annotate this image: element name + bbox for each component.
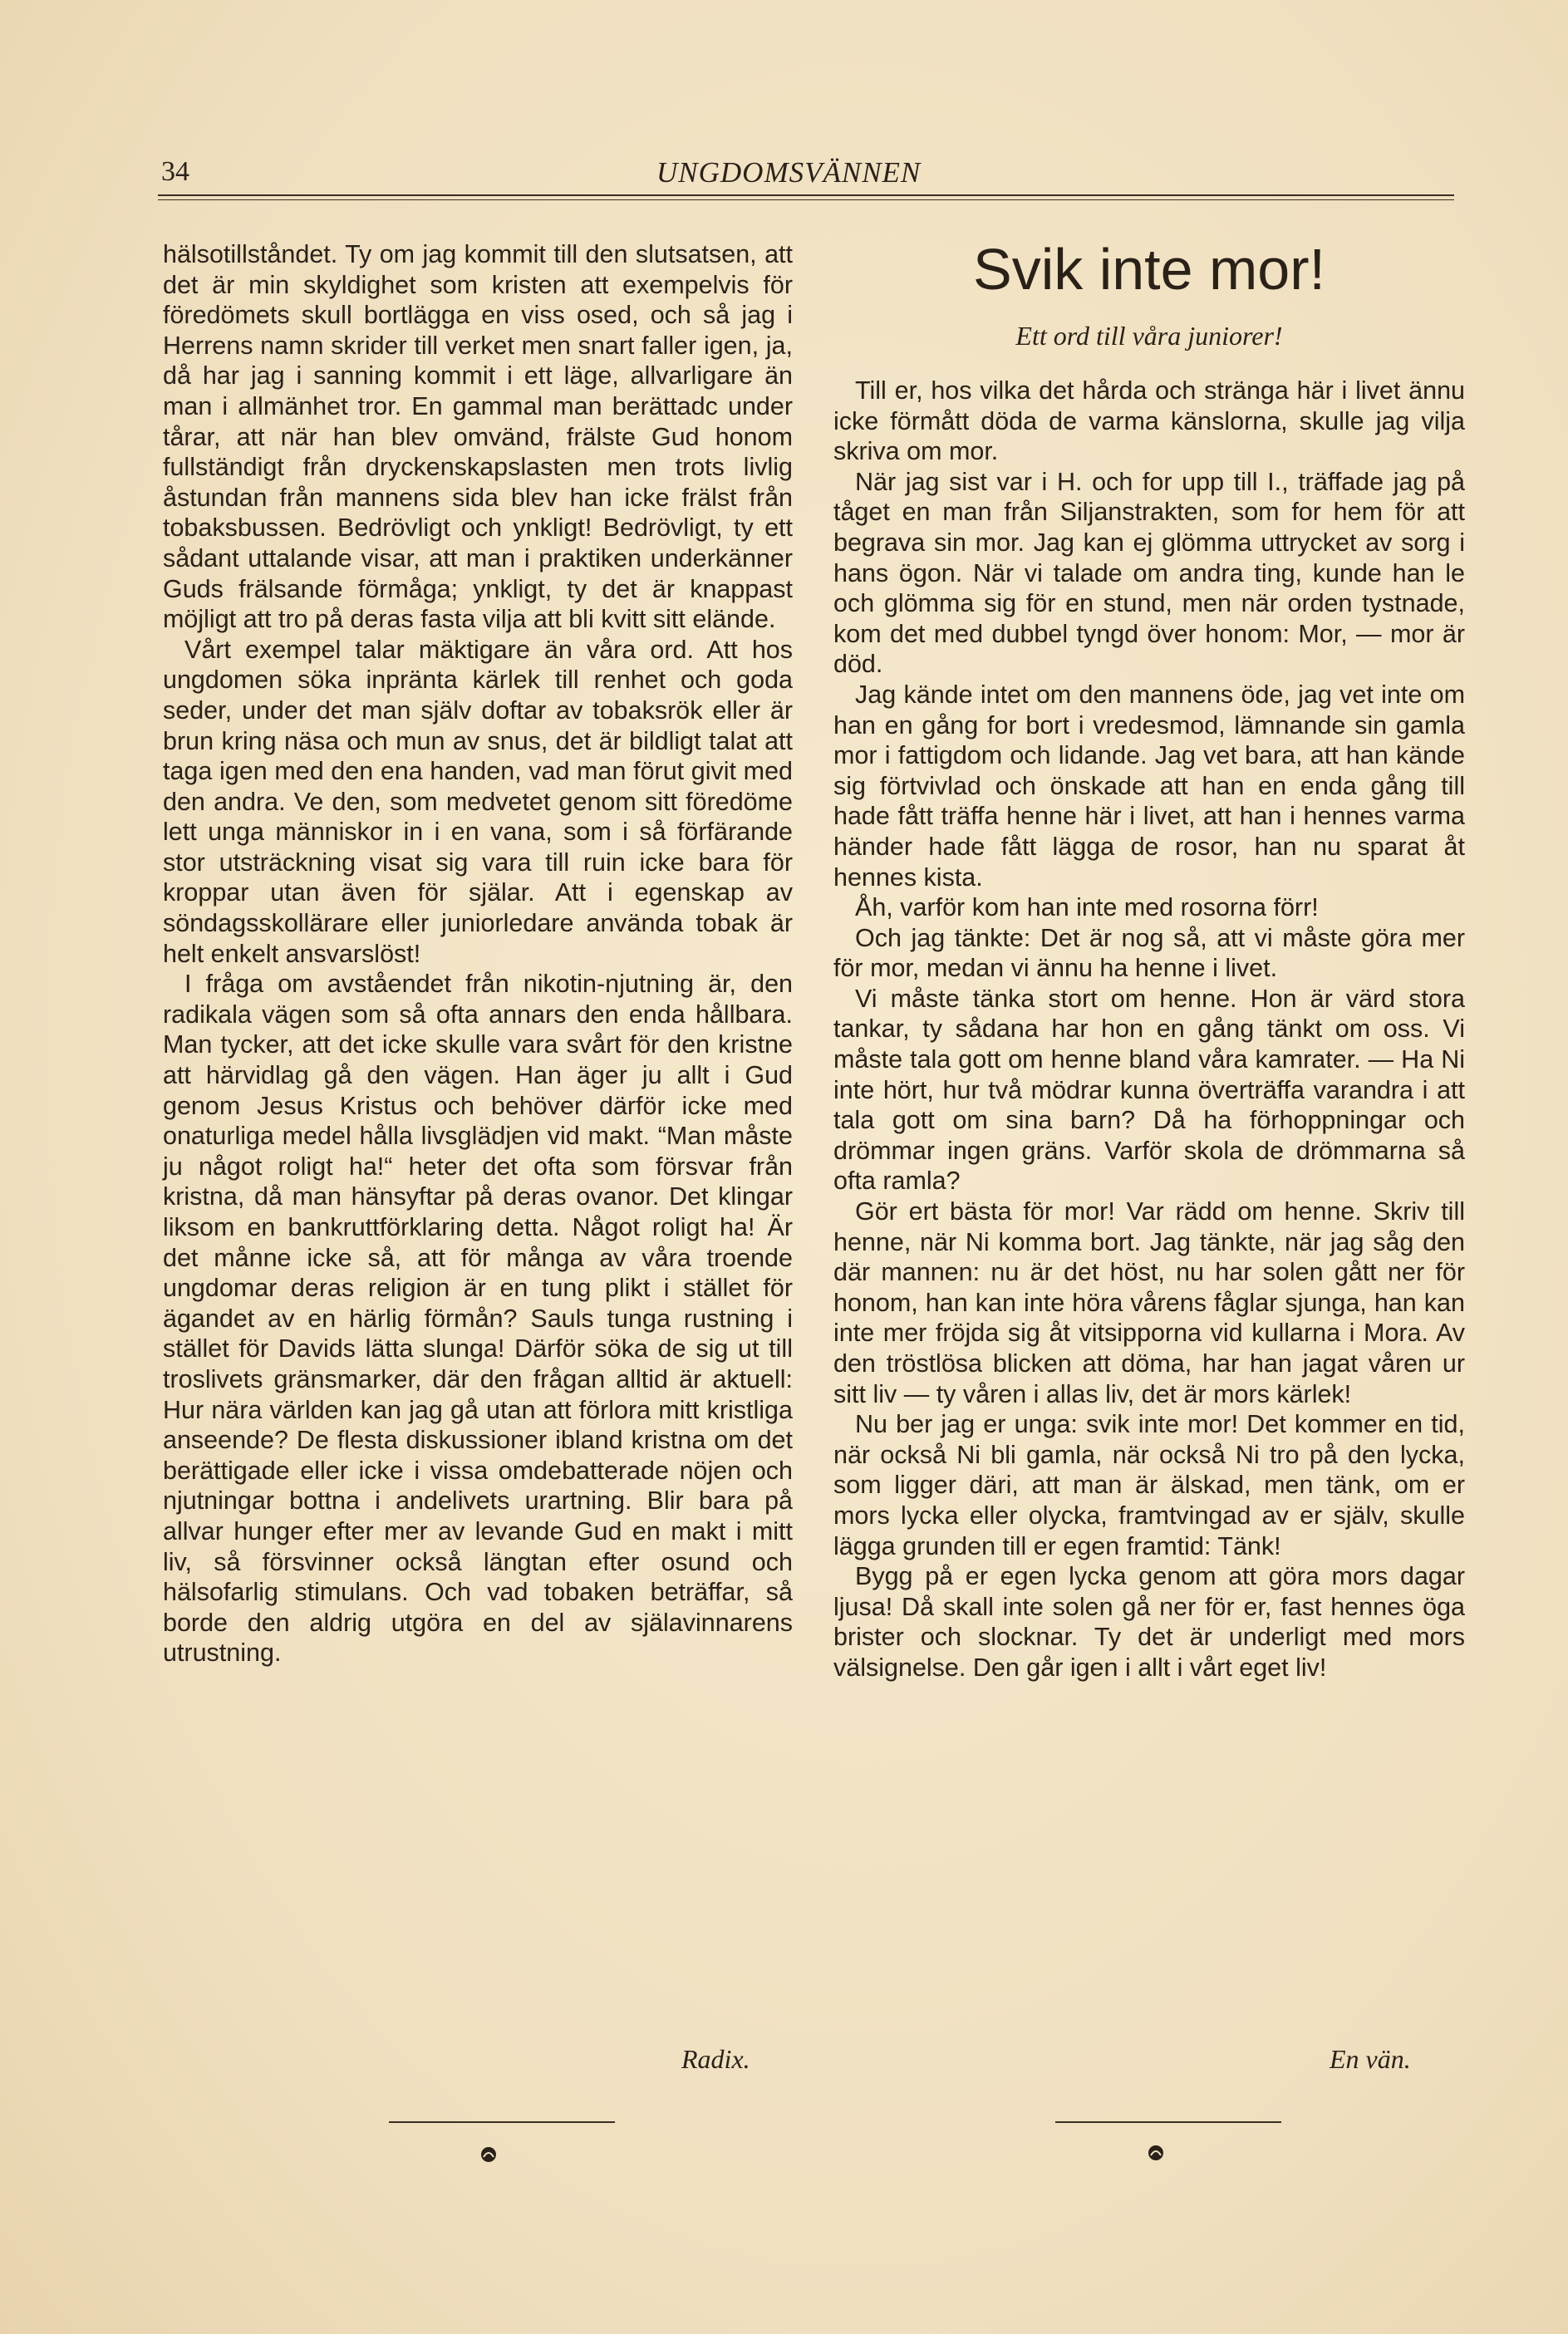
right-end-rule (1055, 2121, 1281, 2123)
right-paragraph: Vi måste tänka stort om henne. Hon är värd stora tankar, ty sådana har hon en gång tänkt om oss. Vi måste tala gott om henne bland våra kamrater. — Ha Ni inte hört, hur två mödrar kunna överträffa varandra i att tala gott om sina barn? Då ha förhoppningar och drömmar ingen gräns. Varför skola de drömmarna så ofta ramla? (833, 984, 1465, 1196)
running-title: UNGDOMSVÄNNEN (656, 156, 922, 189)
header-rule-top (158, 194, 1454, 196)
right-paragraph: Gör ert bästa för mor! Var rädd om henne. Skriv till henne, när Ni komma bort. Jag tänkte, när jag såg den där mannen: nu är det höst, nu har solen gått ner för honom, han kan inte höra vårens fåglar sjunga, han kan inte mer fröjda sig åt vitsipporna vid kullarna i Mora. Av den tröstlösa blicken att döma, har han jagat våren ur sitt liv — ty våren i allas liv, det är mors kärlek! (833, 1197, 1465, 1408)
left-article-column (163, 239, 793, 1668)
left-end-rule (389, 2121, 615, 2123)
page-header (158, 156, 1454, 189)
right-article-column (833, 376, 1465, 1683)
right-paragraph: Jag kände intet om den mannens öde, jag vet inte om han en gång for bort i vredesmod, lämnande sin gamla mor i fattigdom och lidande. Jag vet bara, att han kände sig förtvivlad och önskade att han en enda gång till hade fått träffa henne här i livet, att han i hennes varma händer hade fått lägga de rosor, han nu sparat åt hennes kista. (833, 680, 1465, 892)
left-end-ornament-icon (479, 2145, 498, 2164)
right-paragraph: Åh, varför kom han inte med rosorna förr! (855, 893, 1319, 922)
article-title: Svik inte mor! (973, 237, 1325, 302)
right-article-signature: En vän. (1330, 2044, 1411, 2074)
left-article-signature: Radix. (681, 2044, 750, 2074)
right-end-ornament-icon (1147, 2144, 1165, 2162)
right-paragraph: Till er, hos vilka det hårda och stränga här i livet ännu icke förmått döda de varma känslorna, skulle jag vilja skriva om mor. (833, 376, 1465, 466)
left-paragraph: hälsotillståndet. Ty om jag kommit till den slutsatsen, att det är min skyldighet som kristen att exempelvis för föredömets skull bortlägga en viss osed, och så jag i Herrens namn skrider till verket men snart faller igen, ja, då har jag i sanning kommit i ett läge, allvarligare än man i allmänhet tror. En gammal man berättadc under tårar, att när han blev omvänd, frälste Gud honom fullständigt från dryckenskapslasten men trots livlig åstundan från mannens sida blev han icke frälst från tobaksbussen. Bedrövligt och ynkligt! Bedrövligt, ty ett sådant uttalande visar, att man i praktiken underkänner Guds frälsande förmåga; ynkligt, ty det är knappast möjligt att tro på deras fasta vilja att bli kvitt sitt elände. (163, 240, 793, 634)
article-subtitle: Ett ord till våra juniorer! (1015, 321, 1283, 351)
page-number: 34 (161, 156, 189, 187)
right-paragraph: Bygg på er egen lycka genom att göra mors dagar ljusa! Då skall inte solen gå ner för er, fast hennes öga brister och slocknar. Ty det är underligt med mors välsignelse. Den går igen i allt i vårt eget liv! (833, 1562, 1465, 1682)
right-paragraph: När jag sist var i H. och for upp till I., träffade jag på tåget en man från Siljanstrakten, som for hem för att begrava sin mor. Jag kan ej glömma uttrycket av sorg i hans ögon. När vi talade om andra ting, kunde han le och glömma sig för en stund, men när orden tystnade, kom det med dubbel tyngd över honom: Mor, — mor är död. (833, 467, 1465, 679)
right-paragraph: Och jag tänkte: Det är nog så, att vi måste göra mer för mor, medan vi ännu ha henne i livet. (833, 923, 1465, 983)
left-paragraph: Vårt exempel talar mäktigare än våra ord. Att hos ungdomen söka inpränta kärlek till renhet och goda seder, under det man själv doftar av tobaksrök eller är brun kring näsa och mun av snus, det är bildligt talat att taga igen med den ena handen, vad man förut givit med den andra. Ve den, som medvetet genom sitt föredöme lett unga människor in i en vana, som i så förfärande stor utsträckning visat sig vara till ruin icke bara för kroppar utan även för själar. Att i egenskap av söndagsskollärare eller juniorledare använda tobak är helt enkelt ansvarslöst! (163, 635, 793, 968)
header-rule-bottom (158, 199, 1454, 200)
right-paragraph: Nu ber jag er unga: svik inte mor! Det kommer en tid, när också Ni bli gamla, när också Ni tro på den lycka, som ligger däri, att man är älskad, men tänk, om er mors lycka eller olycka, framtvingad av er själv, skulle lägga grunden till er egen framtid: Tänk! (833, 1410, 1465, 1560)
left-paragraph: I fråga om avståendet från nikotin-njutning är, den radikala vägen som så ofta annars den enda hållbara. Man tycker, att det icke skulle vara svårt för den kristne att härvidlag gå den vägen. Han äger ju allt i Gud genom Jesus Kristus och behöver därför icke med onaturliga medel hålla livsglädjen vid makt. “Man måste ju något roligt ha!“ heter det ofta som försvar från kristna, då man hänsyftar på deras ovanor. Det klingar liksom en bankruttförklaring detta. Något roligt ha! Är det månne icke så, att för många av våra troende ungdomar deras religion är en tung plikt i stället för ägandet av en härlig förmån? Sauls tunga rustning i stället för Davids lätta slunga! Därför söka de sig ut till troslivets gränsmarker, där den frågan alltid är aktuell: Hur nära världen kan jag gå utan att förlora mitt kristliga anseende? De flesta diskussioner ibland kristna om det berättigade eller icke i vissa omdebatterade nöjen och njutningar bottna i andelivets urartning. Blir bara på allvar hunger efter mer av levande Gud en makt i mitt liv, så försvinner också längtan efter osund och hälsofarlig stimulans. Och vad tobaken beträffar, så borde den aldrig utgöra en del av själavinnarens utrustning. (163, 970, 793, 1668)
